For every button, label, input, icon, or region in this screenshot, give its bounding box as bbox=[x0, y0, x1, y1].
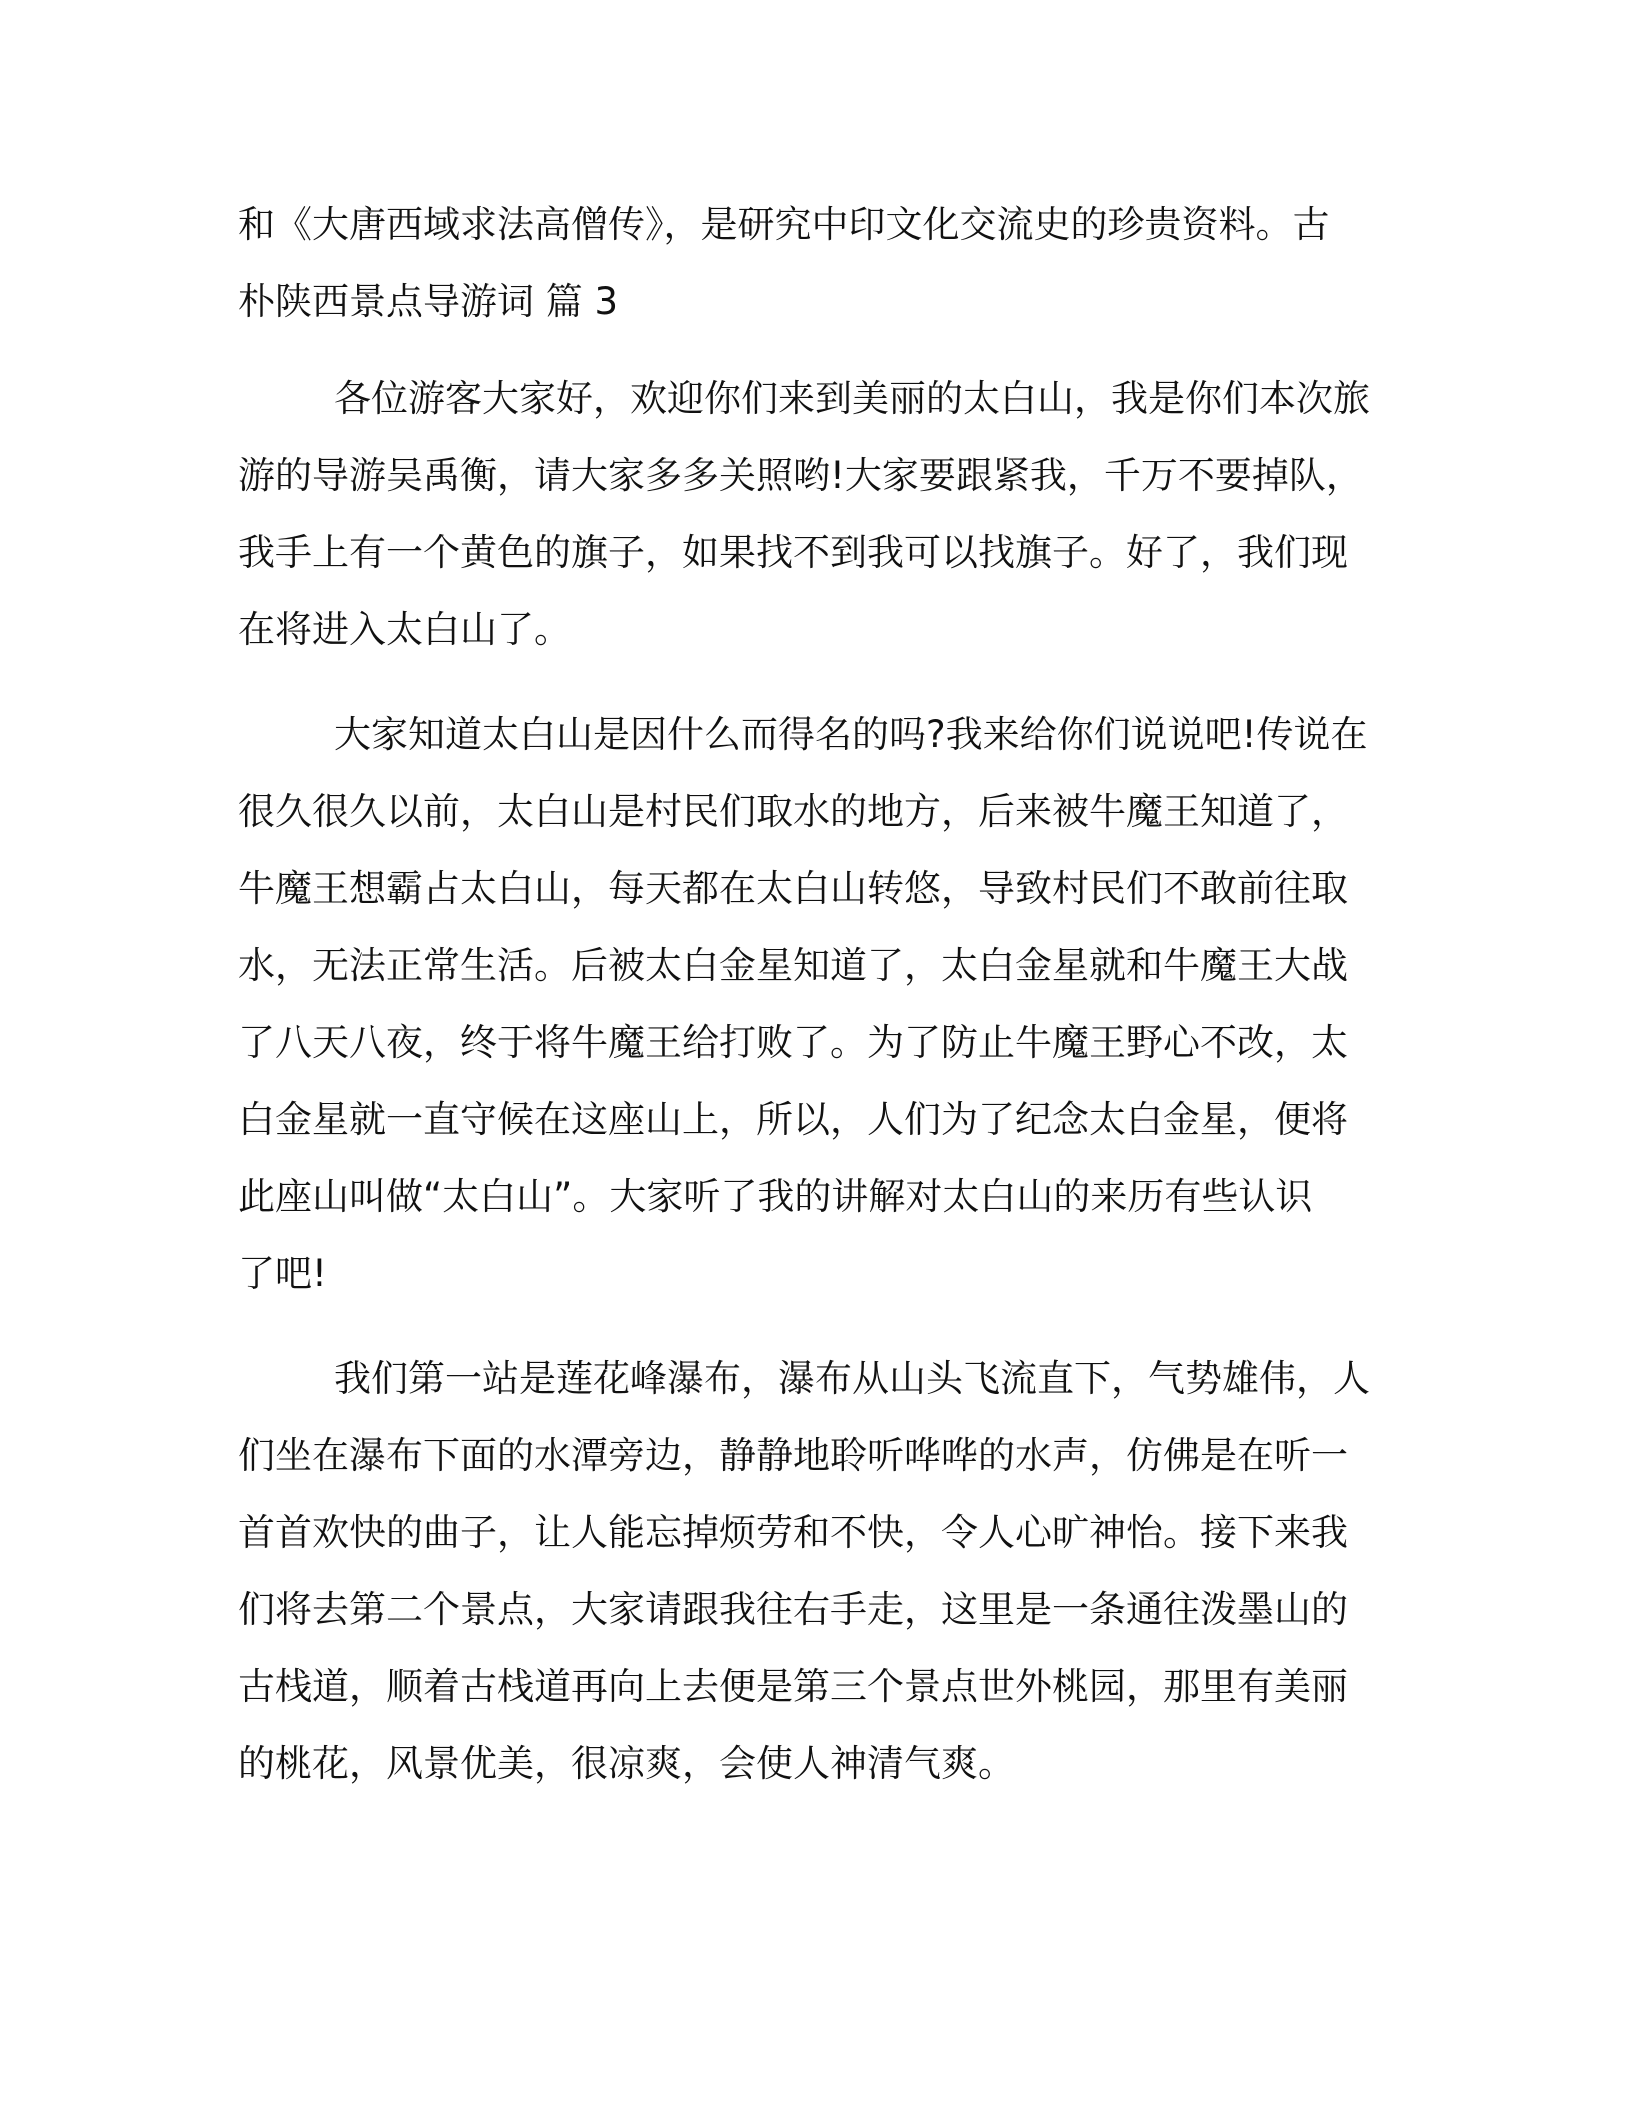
text-line: 古栈道，顺着古栈道再向上去便是第三个景点世外桃园，那里有美丽 bbox=[238, 1665, 1348, 1708]
text-line: 白金星就一直守候在这座山上，所以，人们为了纪念太白金星，便将 bbox=[238, 1098, 1348, 1141]
text-line: 水，无法正常生活。后被太白金星知道了，太白金星就和牛魔王大战 bbox=[238, 944, 1348, 987]
intro-text bbox=[238, 186, 1378, 340]
text-line: 我手上有一个黄色的旗子，如果找不到我可以找旗子。好了，我们现 bbox=[238, 531, 1348, 574]
section-heading: 朴陕西景点导游词 篇 3 bbox=[238, 280, 619, 323]
text-line: 们将去第二个景点，大家请跟我往右手走，这里是一条通往泼墨山的 bbox=[238, 1588, 1348, 1631]
text-line: 游的导游吴禹衡，请大家多多关照哟!大家要跟紧我，千万不要掉队， bbox=[238, 454, 1363, 497]
text-line: 我们第一站是莲花峰瀑布，瀑布从山头飞流直下，气势雄伟，人 bbox=[334, 1357, 1370, 1400]
text-line: 在将进入太白山了。 bbox=[238, 608, 571, 651]
text-line: 大家知道太白山是因什么而得名的吗?我来给你们说说吧!传说在 bbox=[334, 713, 1368, 756]
text-line: 和《大唐西域求法高僧传》，是研究中印文化交流史的珍贵资料。古 bbox=[238, 203, 1330, 246]
paragraph-3 bbox=[238, 1340, 1378, 1802]
document-body bbox=[238, 186, 1378, 1802]
text-line: 此座山叫做“太白山”。大家听了我的讲解对太白山的来历有些认识 bbox=[238, 1175, 1313, 1218]
paragraph-2 bbox=[238, 696, 1378, 1312]
paragraph-1 bbox=[238, 360, 1378, 668]
text-line: 牛魔王想霸占太白山，每天都在太白山转悠，导致村民们不敢前往取 bbox=[238, 867, 1348, 910]
text-line: 首首欢快的曲子，让人能忘掉烦劳和不快，令人心旷神怡。接下来我 bbox=[238, 1511, 1348, 1554]
text-line: 们坐在瀑布下面的水潭旁边，静静地聆听哗哗的水声，仿佛是在听一 bbox=[238, 1434, 1348, 1477]
text-line: 的桃花，风景优美，很凉爽，会使人神清气爽。 bbox=[238, 1742, 1015, 1785]
text-line: 很久很久以前，太白山是村民们取水的地方，后来被牛魔王知道了， bbox=[238, 790, 1348, 833]
text-line: 了八天八夜，终于将牛魔王给打败了。为了防止牛魔王野心不改，太 bbox=[238, 1021, 1348, 1064]
text-line: 了吧! bbox=[238, 1252, 327, 1295]
text-line: 各位游客大家好，欢迎你们来到美丽的太白山，我是你们本次旅 bbox=[334, 377, 1370, 420]
